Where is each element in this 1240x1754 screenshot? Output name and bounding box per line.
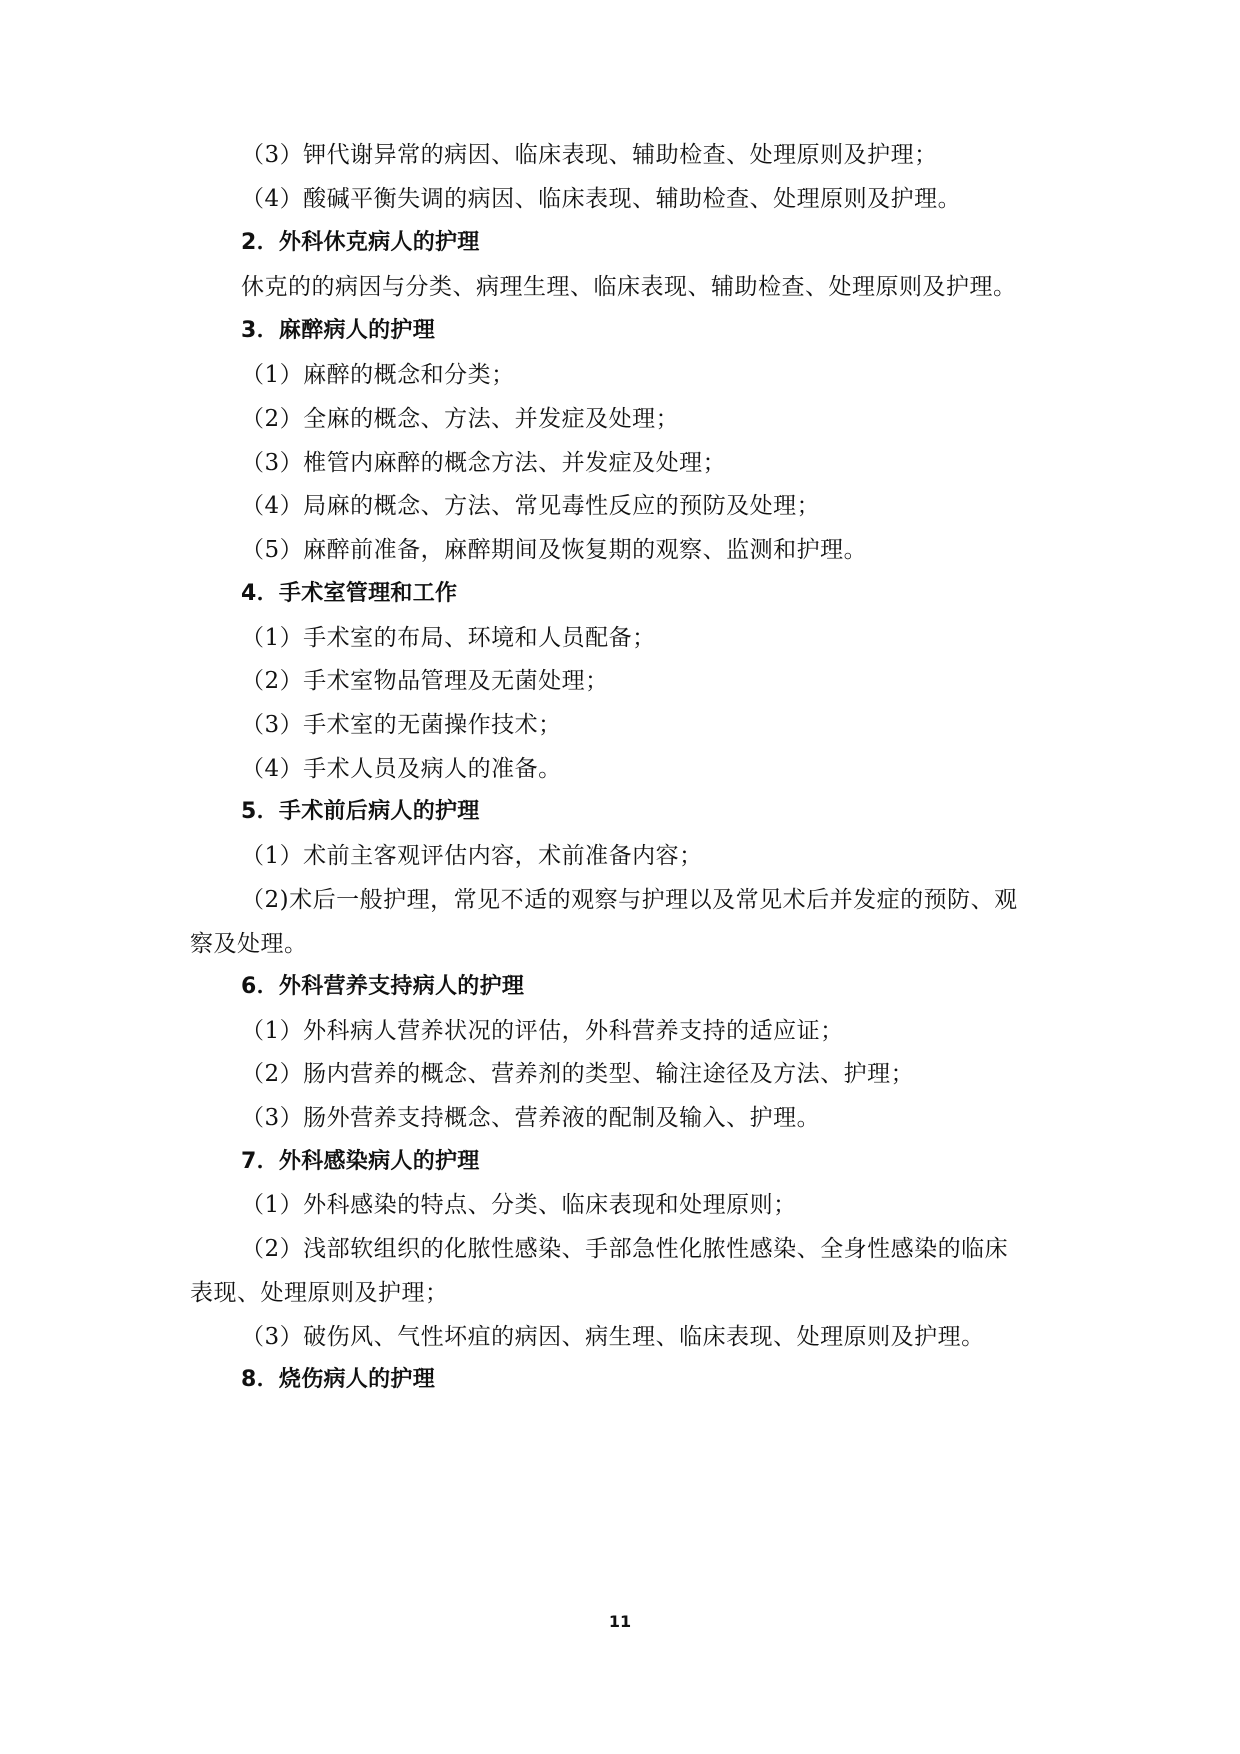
list-item: （4）局麻的概念、方法、常见毒性反应的预防及处理； [241,493,821,519]
list-item-continuation: 察及处理。 [190,931,308,957]
list-item: （1）手术室的布局、环境和人员配备； [241,625,656,651]
page-number: 11 [608,1612,632,1631]
list-item: （4）酸碱平衡失调的病因、临床表现、辅助检查、处理原则及护理。 [241,186,962,212]
list-item: （2）肠内营养的概念、营养剂的类型、输注途径及方法、护理； [241,1061,915,1087]
list-item: （2)术后一般护理，常见不适的观察与护理以及常见术后并发症的预防、观 [241,887,1018,913]
list-item-continuation: 表现、处理原则及护理； [190,1280,449,1306]
list-item: （3）椎管内麻醉的概念方法、并发症及处理； [241,450,727,476]
list-item: （1）术前主客观评估内容，术前准备内容； [241,843,703,869]
list-item: （3）破伤风、气性坏疽的病因、病生理、临床表现、处理原则及护理。 [241,1324,985,1350]
list-item: （2）浅部软组织的化脓性感染、手部急性化脓性感染、全身性感染的临床 [241,1236,1009,1262]
list-item: （2）全麻的概念、方法、并发症及处理； [241,406,680,432]
list-item: （3）手术室的无菌操作技术； [241,712,562,738]
section-heading: 6．外科营养支持病人的护理 [241,974,525,999]
section-heading: 4．手术室管理和工作 [241,581,458,606]
list-item: （1）外科病人营养状况的评估，外科营养支持的适应证； [241,1018,844,1044]
list-item: （2）手术室物品管理及无菌处理； [241,668,609,694]
list-item: （4）手术人员及病人的准备。 [241,756,562,782]
section-heading: 2．外科休克病人的护理 [241,230,480,255]
list-item: （3）钾代谢异常的病因、临床表现、辅助检查、处理原则及护理； [241,142,938,168]
section-heading: 3．麻醉病人的护理 [241,318,436,343]
section-heading: 7．外科感染病人的护理 [241,1149,480,1174]
list-item: （5）麻醉前准备，麻醉期间及恢复期的观察、监测和护理。 [241,537,868,563]
list-item: （1）麻醉的概念和分类； [241,362,515,388]
list-item: （1）外科感染的特点、分类、临床表现和处理原则； [241,1192,797,1218]
list-item: （3）肠外营养支持概念、营养液的配制及输入、护理。 [241,1105,821,1131]
section-heading: 8．烧伤病人的护理 [241,1367,436,1392]
paragraph: 休克的的病因与分类、病理生理、临床表现、辅助检查、处理原则及护理。 [241,274,1017,300]
section-heading: 5．手术前后病人的护理 [241,799,480,824]
